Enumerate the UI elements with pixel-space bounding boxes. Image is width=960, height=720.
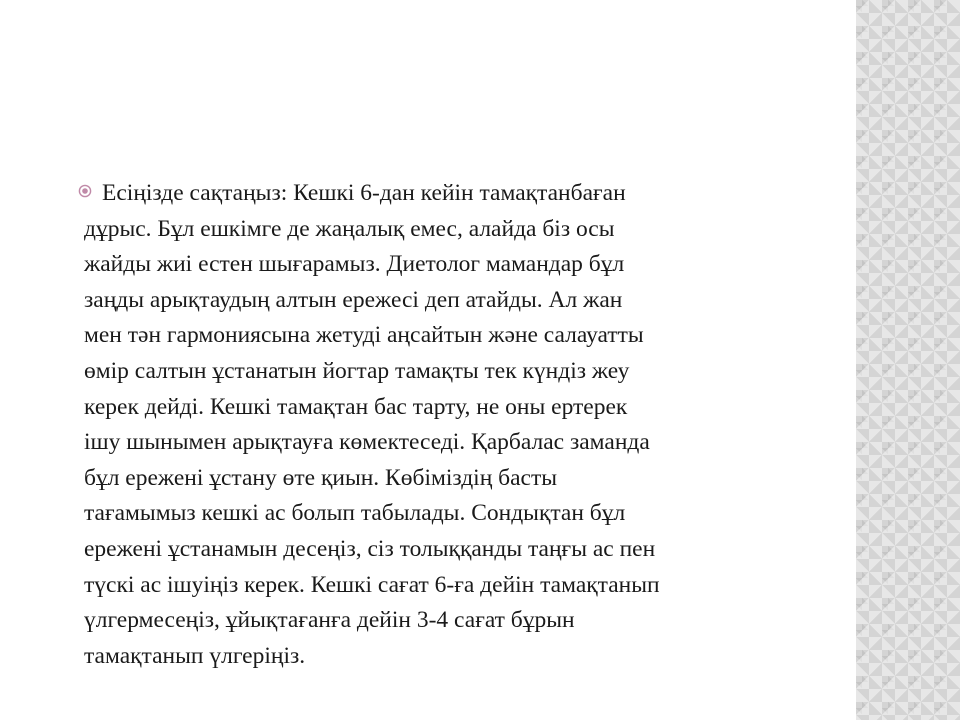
bullet-item [84, 176, 824, 674]
circle-bullet-icon [78, 184, 92, 198]
decorative-side-panel [856, 0, 960, 720]
bullet-paragraph: Есіңізде сақтаңыз: Кешкі 6-дан кейін тамақтанбаған дұрыс. Бұл ешкімге де жаңалық емес, алайда біз осы жайды жиі естен шығарамыз. Диетолог мамандар бұл заңды арықтаудың алтын ережесі деп атайды. Ал жан мен тән гармониясына жетуді аңсайтын және салауатты өмір салтын ұстанатын йогтар тамақты тек күндіз жеу керек дейді. Кешкі тамақтан бас тарту, не оны ертерек ішу шынымен арықтауға көмектеседі. Қарбалас заманда бұл ережені ұстану өте қиын. Көбіміздің басты тағамымыз кешкі ас болып табылады. Сондықтан бұл ережені ұстанамын десеңіз, сіз толыққанды таңғы ас пен түскі ас ішуіңіз керек. Кешкі сағат 6-ға дейін тамақтанып үлгермесеңіз, ұйықтағанға дейін 3-4 сағат бұрын тамақтанып үлгеріңіз. [84, 180, 660, 669]
slide-content [84, 176, 824, 674]
